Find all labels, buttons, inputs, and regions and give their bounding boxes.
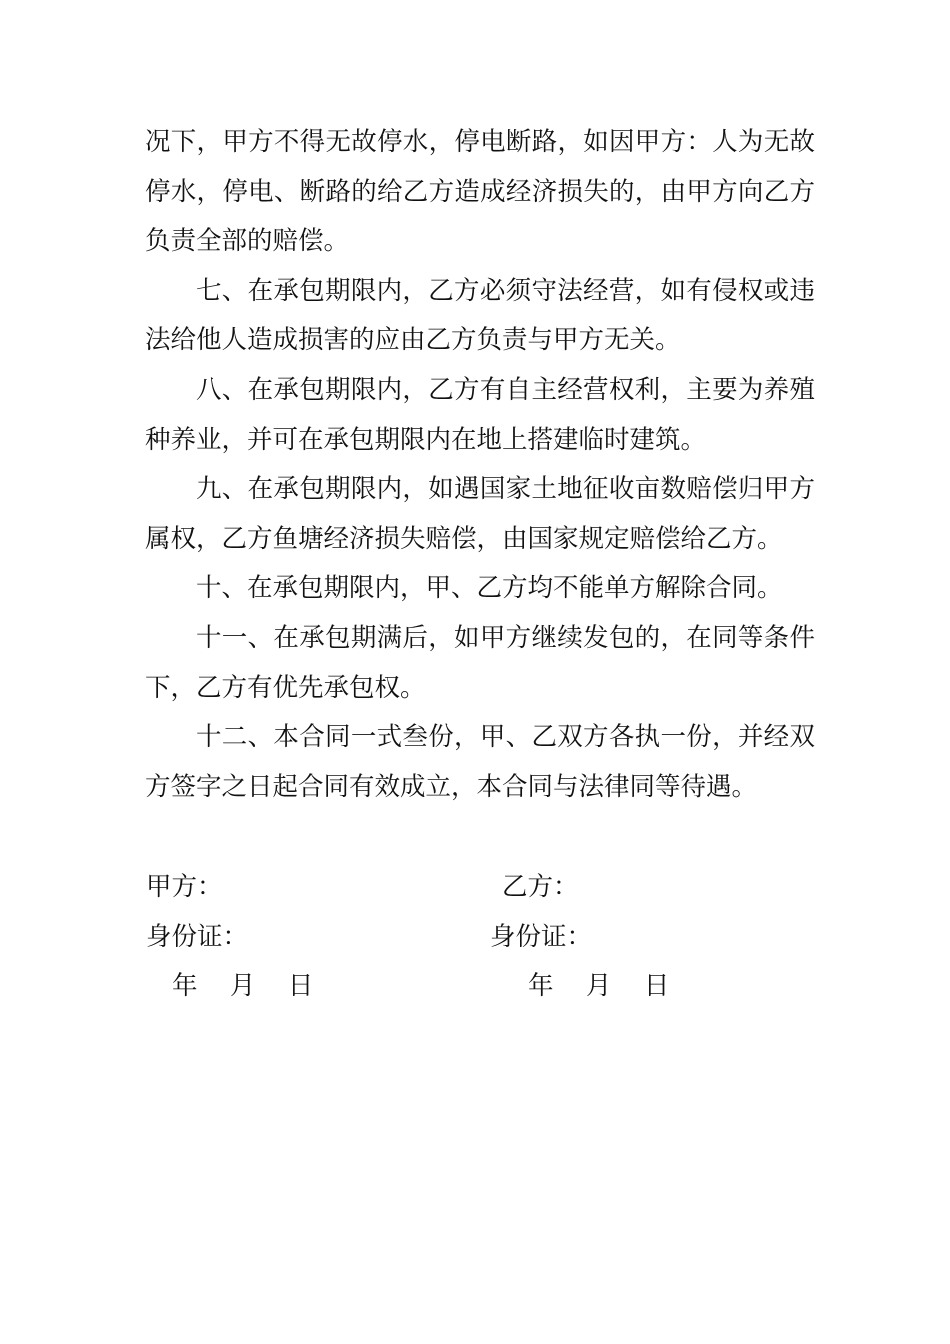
clause-12: 十二、本合同一式叁份，甲、乙双方各执一份，并经双方签字之日起合同有效成立，本合同与法律同等待遇。 bbox=[145, 722, 815, 802]
clause-7: 七、在承包期限内，乙方必须守法经营，如有侵权或违法给他人造成损害的应由乙方负责与甲方无关。 bbox=[145, 275, 815, 356]
clause-8: 八、在承包期限内，乙方有自主经营权利，主要为养殖种养业，并可在承包期限内在地上搭建临时建筑。 bbox=[145, 374, 815, 455]
clause-10: 十、在承包期限内，甲、乙方均不能单方解除合同。 bbox=[196, 573, 783, 604]
party-b-id-label: 身份证： bbox=[490, 922, 593, 952]
clause-continuation: 况下，甲方不得无故停水，停电断路，如因甲方：人为无故停水，停电、断路的给乙方造成经济损失的，由甲方向乙方负责全部的赔偿。 bbox=[145, 127, 815, 257]
clause-11: 十一、在承包期满后，如甲方继续发包的，在同等条件下，乙方有优先承包权。 bbox=[145, 622, 815, 703]
clause-9: 九、在承包期限内，如遇国家土地征收亩数赔偿归甲方属权，乙方鱼塘经济损失赔偿，由国家规定赔偿给乙方。 bbox=[145, 474, 815, 554]
contract-body bbox=[145, 118, 815, 812]
party-b-label: 乙方： bbox=[502, 872, 579, 902]
party-a-date: 年 月 日 bbox=[172, 971, 314, 1001]
party-b-date: 年 月 日 bbox=[528, 971, 670, 1001]
party-a-id-label: 身份证： bbox=[146, 922, 249, 952]
party-a-label: 甲方： bbox=[146, 872, 223, 902]
